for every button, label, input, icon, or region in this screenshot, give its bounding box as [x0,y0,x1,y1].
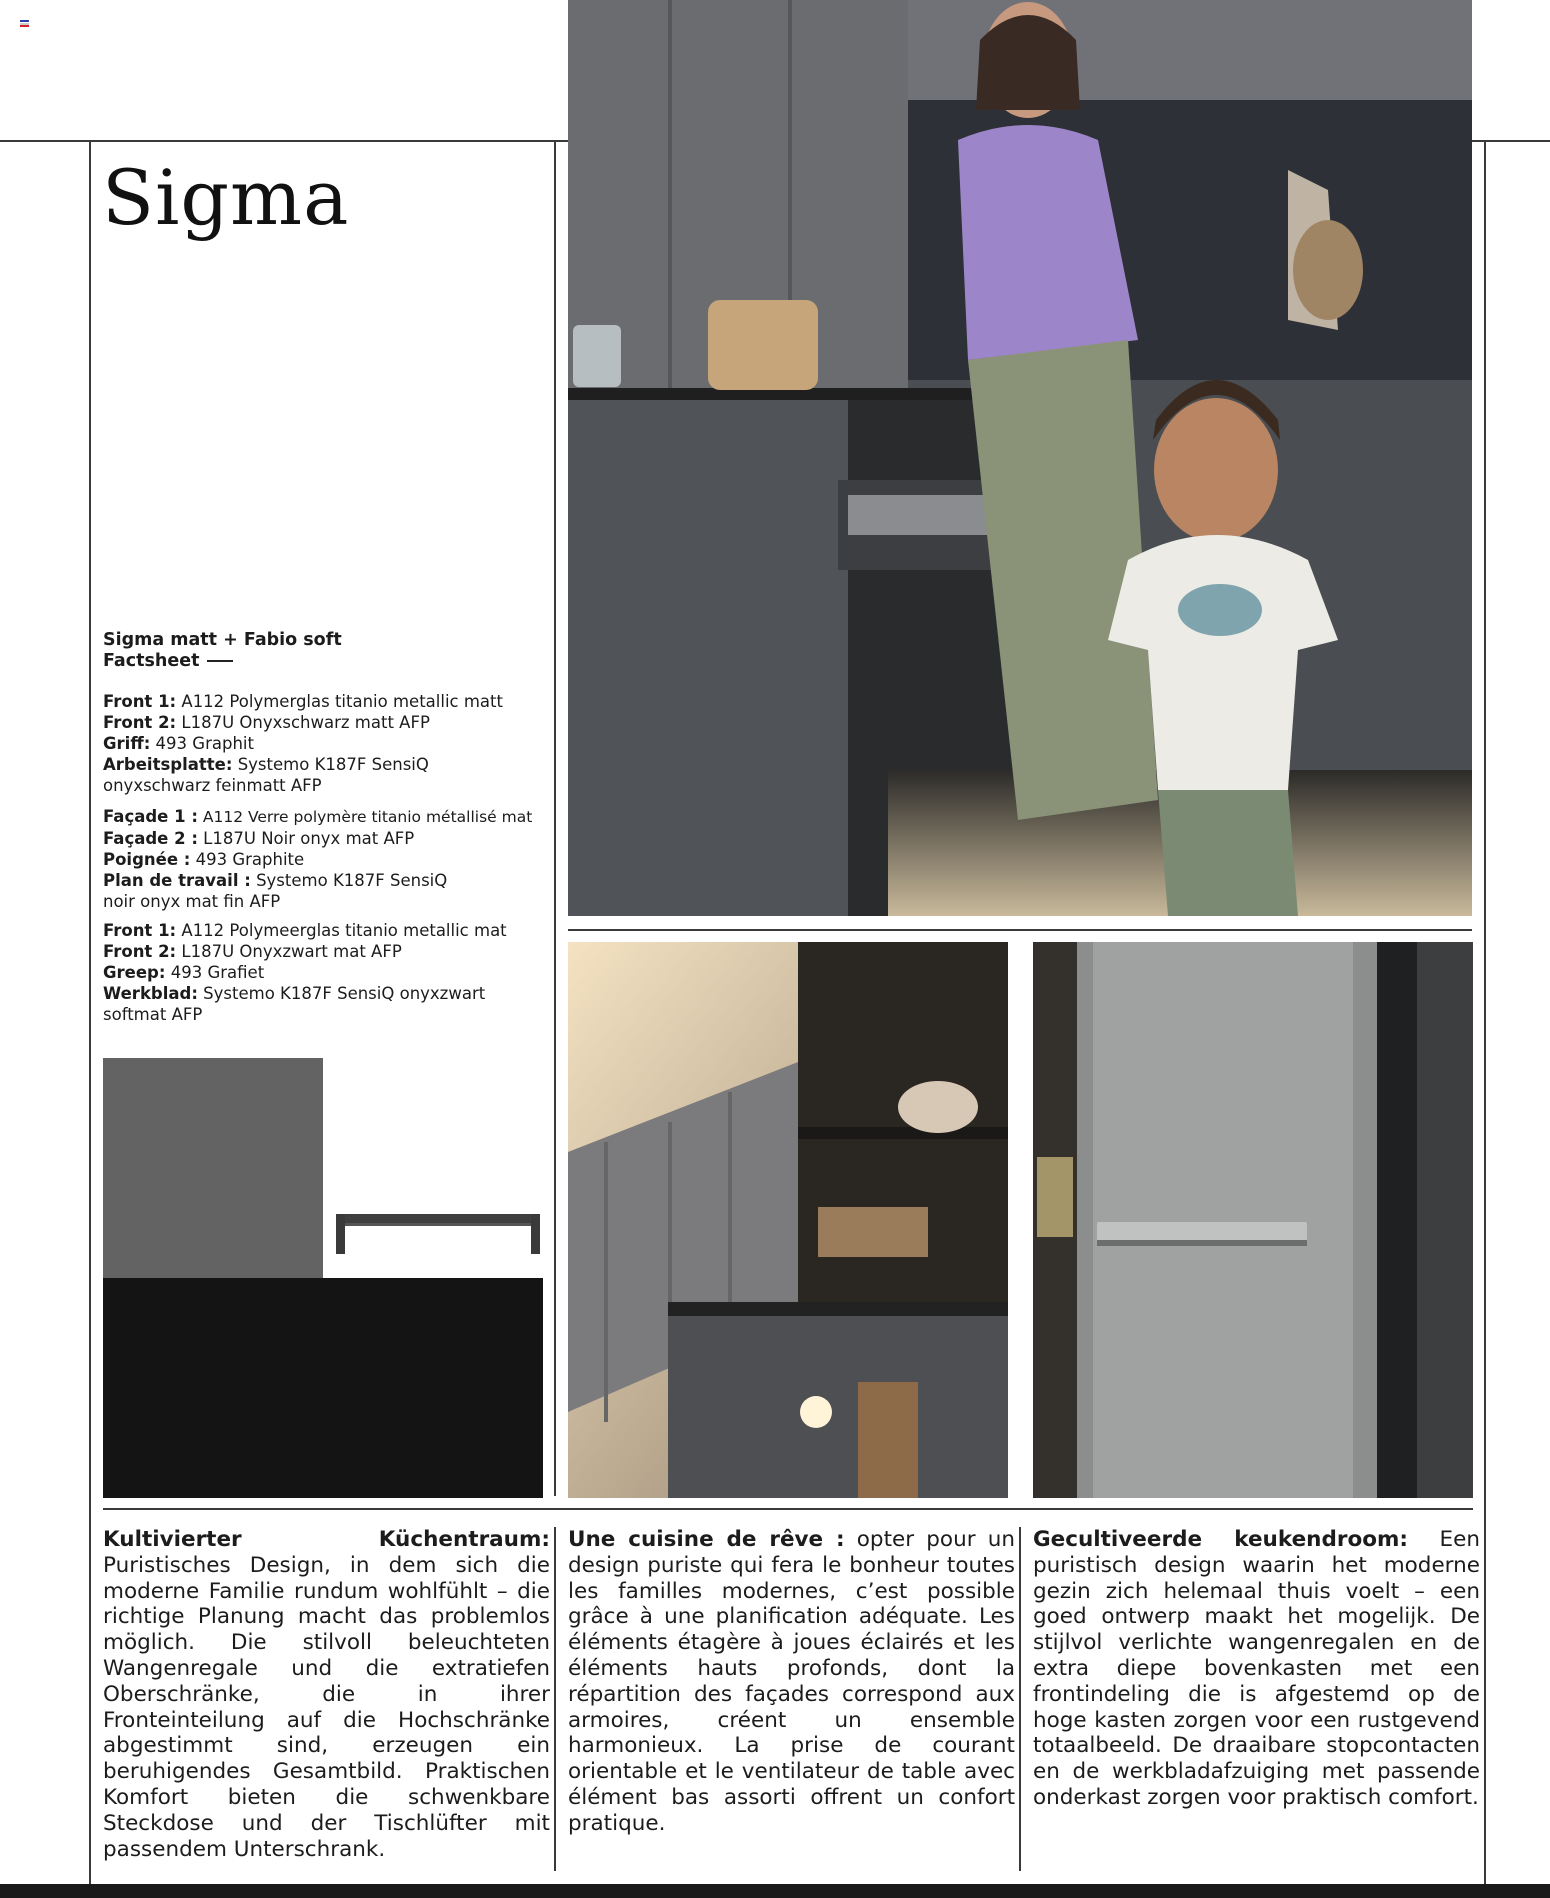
right-frame-rule [1484,140,1486,1884]
spec-label: Façade 1 : [103,807,198,826]
body-text-german [103,1527,550,1862]
wall-shelf-lighting-photo [568,942,1008,1498]
text-section-rule [103,1508,1473,1510]
spec-value: A112 Verre polymère titanio métallisé mat [197,808,533,826]
factsheet-header [103,630,342,672]
spec-row [103,733,548,754]
body-lead: Kultivierter Küchentraum: [103,1527,550,1552]
photo-separator-rule [568,929,1472,931]
left-frame-rule [89,140,91,1884]
spec-row [103,920,548,941]
spec-row [103,849,548,870]
spec-row [103,941,548,962]
language-flag-icon [20,20,29,27]
text-column-divider-2 [1019,1527,1021,1871]
spec-row [103,806,548,828]
tall-cabinet-handle-photo [1033,942,1473,1498]
text-column-divider-1 [554,1527,556,1871]
spec-value-continued: noir onyx mat fin AFP [103,892,281,911]
spec-label: Werkblad: [103,984,198,1003]
model-subtitle: Sigma matt + Fabio soft [103,630,342,650]
front-1-material-sample [103,1058,323,1278]
spec-label: Poignée : [103,850,191,869]
handle-sample-image [334,1212,542,1256]
spec-value: Systemo K187F SensiQ onyxzwart [197,984,486,1003]
body-text: Puristisches Design, in dem sich die moderne Familie rundum wohlfühlt – die richtige Planung macht das problemlos möglich. Die stilvoll beleuchteten Wangenregale und die extratiefen Oberschränke, die in ihrer Fronteinteilung auf die Hochschränke abgestimmt sind, erzeugen ein beruhigendes Gesamtbild. Praktischen Komfort bieten die schwenkbare Steckdose und der Tischlüfter mit passendem Unterschrank. [103,1552,550,1862]
specs-french [103,806,548,912]
body-text: Een puristisch design waarin het moderne gezin zich helemaal thuis voelt – een goed ontwerp maakt het mogelijk. De stijlvol verlichte wangenregalen en de extra diepe bovenkasten met een frontindeling die is afgestemd op de hoge kasten zorgen voor een rustgevend totaalbeeld. De draaibare stopcontacten en de werkbladafzuiging met passende onderkast zorgen voor praktisch comfort. [1033,1527,1480,1810]
left-column-divider [554,140,556,1496]
spec-value: 493 Graphite [190,850,305,869]
spec-value: A112 Polymerglas titanio metallic matt [176,692,503,711]
spec-label: Front 1: [103,692,177,711]
spec-value: A112 Polymeerglas titanio metallic mat [176,921,507,940]
spec-row [103,983,548,1025]
factsheet-label: Factsheet [103,651,200,671]
top-rule-left [0,140,568,142]
spec-value: Systemo K187F SensiQ [232,755,429,774]
spec-value-continued: onyxschwarz feinmatt AFP [103,776,322,795]
spec-label: Griff: [103,734,151,753]
factsheet-dash [207,660,233,662]
body-lead: Gecultiveerde keukendroom: [1033,1527,1408,1552]
spec-row [103,870,548,912]
spec-row [103,754,548,796]
kitchen-family-photo [568,0,1472,916]
spec-value: L187U Noir onyx mat AFP [197,829,415,848]
specs-dutch [103,920,548,1025]
body-lead: Une cuisine de rêve : [568,1527,845,1552]
spec-row [103,712,548,733]
specs-german [103,691,548,796]
spec-label: Greep: [103,963,166,982]
spec-label: Plan de travail : [103,871,251,890]
body-text-dutch [1033,1527,1480,1811]
body-text-french [568,1527,1015,1837]
spec-value: 493 Grafiet [165,963,265,982]
front-2-material-sample [103,1278,543,1498]
spec-value: Systemo K187F SensiQ [250,871,448,890]
spec-row [103,691,548,712]
spec-value: L187U Onyxzwart mat AFP [176,942,402,961]
spec-value-continued: softmat AFP [103,1005,203,1024]
page-title: Sigma [102,153,350,242]
spec-label: Façade 2 : [103,829,198,848]
spec-label: Front 2: [103,713,177,732]
spec-label: Front 1: [103,921,177,940]
spec-row [103,962,548,983]
spec-value: L187U Onyxschwarz matt AFP [176,713,430,732]
spec-label: Front 2: [103,942,177,961]
body-text: opter pour un design puriste qui fera le bonheur toutes les familles modernes, c’est possible grâce à une planification adéquate. Les éléments étagère à joues éclairés et les éléments hauts profonds, dont la répartition des façades correspond aux armoires, créent un ensemble harmonieux. La prise de courant orientable et le ventilateur de table avec élément bas assorti offrent un confort pratique. [568,1527,1015,1836]
page-bottom-bar [0,1884,1550,1898]
factsheet-label-row [103,651,342,672]
spec-label: Arbeitsplatte: [103,755,233,774]
spec-row [103,828,548,849]
spec-value: 493 Graphit [150,734,254,753]
